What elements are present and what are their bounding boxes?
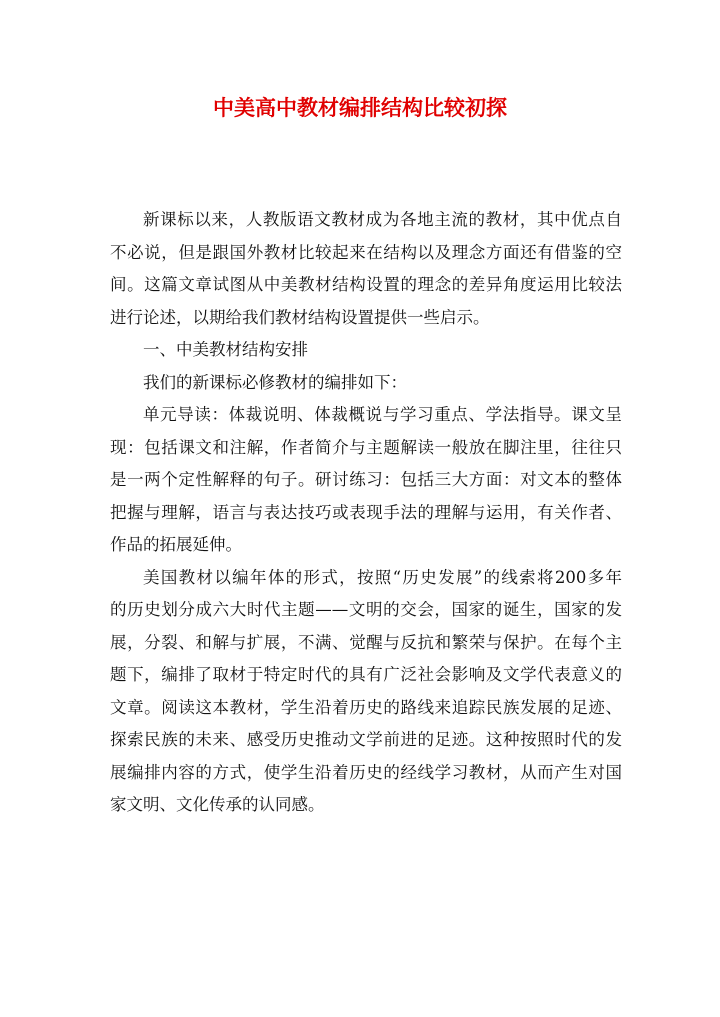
paragraph-line: 家文明、文化传承的认同感。 bbox=[110, 795, 325, 814]
paragraph-line: 的历史划分成六大时代主题——文明的交会，国家的诞生，国家的发 bbox=[110, 600, 622, 619]
section-heading bbox=[110, 334, 622, 367]
document-body bbox=[110, 204, 622, 822]
paragraph-line: 现：包括课文和注解，作者简介与主题解读一般放在脚注里，往往只 bbox=[110, 437, 622, 457]
paragraph-line: 文章。阅读这本教材，学生沿着历史的路线来追踪民族发展的足迹、 bbox=[110, 697, 622, 717]
paragraph-line: 进行论述，以期给我们教材结构设置提供一些启示。 bbox=[110, 307, 490, 327]
paragraph-line: 新课标以来，人教版语文教材成为各地主流的教材，其中优点自 bbox=[143, 210, 622, 229]
paragraph-line: 是一两个定性解释的句子。研讨练习：包括三大方面：对文本的整体 bbox=[110, 470, 622, 489]
paragraph-line: 展，分裂、和解与扩展，不满、觉醒与反抗和繁荣与保护。在每个主 bbox=[110, 632, 622, 652]
paragraph-lead bbox=[110, 367, 622, 400]
paragraph-line: 探索民族的未来、感受历史推动文学前进的足迹。这种按照时代的发 bbox=[110, 730, 622, 749]
paragraph-line: 题下，编排了取材于特定时代的具有广泛社会影响及文学代表意义的 bbox=[110, 665, 622, 684]
paragraph-chinese-structure bbox=[110, 399, 622, 562]
paragraph-line: 作品的拓展延伸。 bbox=[110, 535, 242, 554]
paragraph-us-structure bbox=[110, 562, 622, 822]
paragraph-line: 展编排内容的方式，使学生沿着历史的经线学习教材，从而产生对国 bbox=[110, 762, 622, 782]
paragraph-line: 把握与理解，语言与表达技巧或表现手法的理解与运用，有关作者、 bbox=[110, 502, 622, 522]
document-title: 中美高中教材编排结构比较初探 bbox=[213, 95, 507, 120]
paragraph-line: 间。这篇文章试图从中美教材结构设置的理念的差异角度运用比较法 bbox=[110, 275, 622, 294]
paragraph-line: 单元导读：体裁说明、体裁概说与学习重点、学法指导。课文呈 bbox=[143, 405, 622, 424]
paragraph-line: 不必说，但是跟国外教材比较起来在结构以及理念方面还有借鉴的空 bbox=[110, 242, 622, 262]
paragraph-intro bbox=[110, 204, 622, 334]
paragraph-line: 美国教材以编年体的形式，按照“历史发展”的线索将200多年 bbox=[143, 567, 622, 587]
section-heading-text: 一、中美教材结构安排 bbox=[143, 340, 308, 359]
paragraph-line: 我们的新课标必修教材的编排如下： bbox=[143, 372, 407, 392]
